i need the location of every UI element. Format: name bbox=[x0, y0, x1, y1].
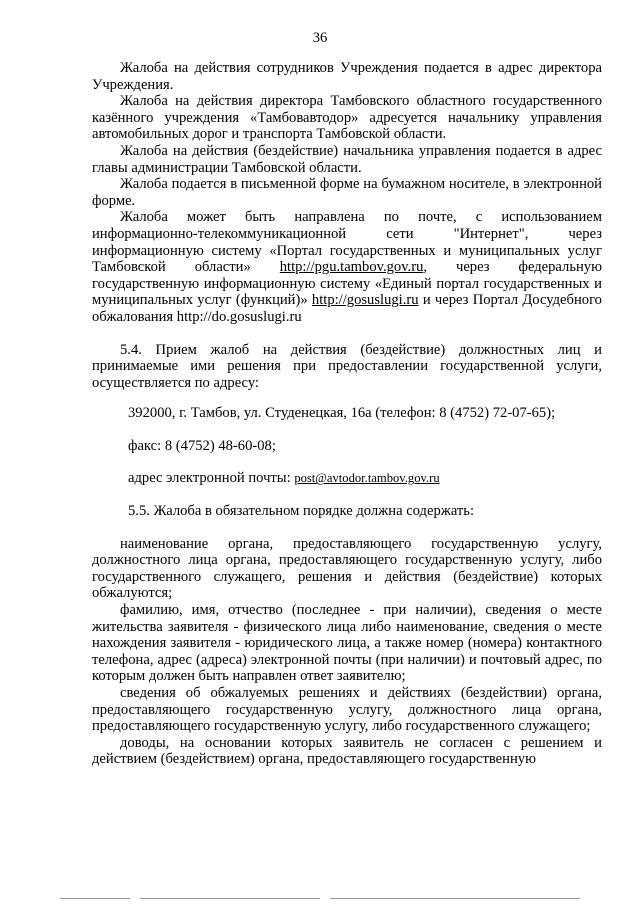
requirement-item: наименование органа, предоставляющего государственную услугу, должностного лица органа, предоставляющего государственную услугу, либо государственного служащего, решения и действия (бездействие) которых обжалуются; bbox=[92, 535, 602, 602]
requirements-list bbox=[92, 536, 602, 768]
paragraph-complaint-channels bbox=[92, 209, 602, 325]
email-line bbox=[92, 470, 602, 487]
section-5-5-heading: 5.5. Жалоба в обязательном порядке должна содержать: bbox=[128, 503, 475, 520]
paragraph-complaint-form: Жалоба подается в письменной форме на бумажном носителе, в электронной форме. bbox=[92, 176, 602, 209]
paragraph-complaint-head: Жалоба на действия (бездействие) начальника управления подается в адрес главы администрации Тамбовской области. bbox=[92, 142, 602, 176]
paragraph-complaint-director: Жалоба на действия директора Тамбовского областного государственного казённого учреждения «Тамбовавтодор» адресуется начальнику управления автомобильных дорог и транспорта Тамбовской области. bbox=[92, 93, 602, 143]
email-link[interactable]: post@avtodor.tambov.gov.ru bbox=[294, 471, 440, 486]
address-line: 392000, г. Тамбов, ул. Студенецкая, 16а (телефон: 8 (4752) 72-07-65); bbox=[128, 405, 556, 422]
document-body bbox=[92, 60, 602, 768]
pgu-link[interactable]: http://pgu.tambov.gov.ru bbox=[279, 259, 424, 276]
requirement-item: сведения об обжалуемых решениях и действиях (бездействии) органа, предоставляющего государственную услугу, должностного лица органа, предоставляющего государственную услугу, либо государственного служащего; bbox=[92, 685, 602, 735]
channels-text-a: Жалоба может быть направлена по почте, с использованием информационно-телекоммуникационной сети "Интернет", через информационную систему «Портал государственных и муниципальных услуг Тамбовской области» bbox=[92, 209, 602, 276]
fax-line: факс: 8 (4752) 48-60-08; bbox=[128, 437, 276, 454]
channels-text-b: , через федеральную государственную информационную систему «Единый портал государственных и муниципальных услуг (функций)» bbox=[92, 259, 602, 309]
gosuslugi-link[interactable]: http://gosuslugi.ru bbox=[311, 292, 419, 309]
footer-rule bbox=[140, 898, 320, 899]
channels-text-c: и через Портал Досудебного обжалования http://do.gosuslugi.ru bbox=[92, 292, 602, 325]
requirement-item: доводы, на основании которых заявитель не согласен с решением и действием (бездействием) органа, предоставляющего государственную bbox=[92, 734, 602, 768]
footer-rule bbox=[330, 898, 580, 899]
footer-rule bbox=[60, 898, 130, 899]
page-number: 36 bbox=[312, 30, 328, 46]
paragraph-complaint-staff: Жалоба на действия сотрудников Учреждения подается в адрес директора Учреждения. bbox=[92, 60, 602, 93]
requirement-item: фамилию, имя, отчество (последнее - при наличии), сведения о месте жительства заявителя - физического лица либо наименование, сведения о месте нахождения заявителя - юридического лица, а также номер (номера) контактного телефона, адрес (адреса) электронной почты (при наличии) и почтовый адрес, по которым должен быть направлен ответ заявителю; bbox=[92, 602, 602, 685]
section-5-4: 5.4. Прием жалоб на действия (бездействие) должностных лиц и принимаемые ими решения при предоставлении государственной услуги, осуществляется по адресу: bbox=[92, 341, 602, 391]
email-label: адрес электронной почты: bbox=[128, 470, 295, 487]
